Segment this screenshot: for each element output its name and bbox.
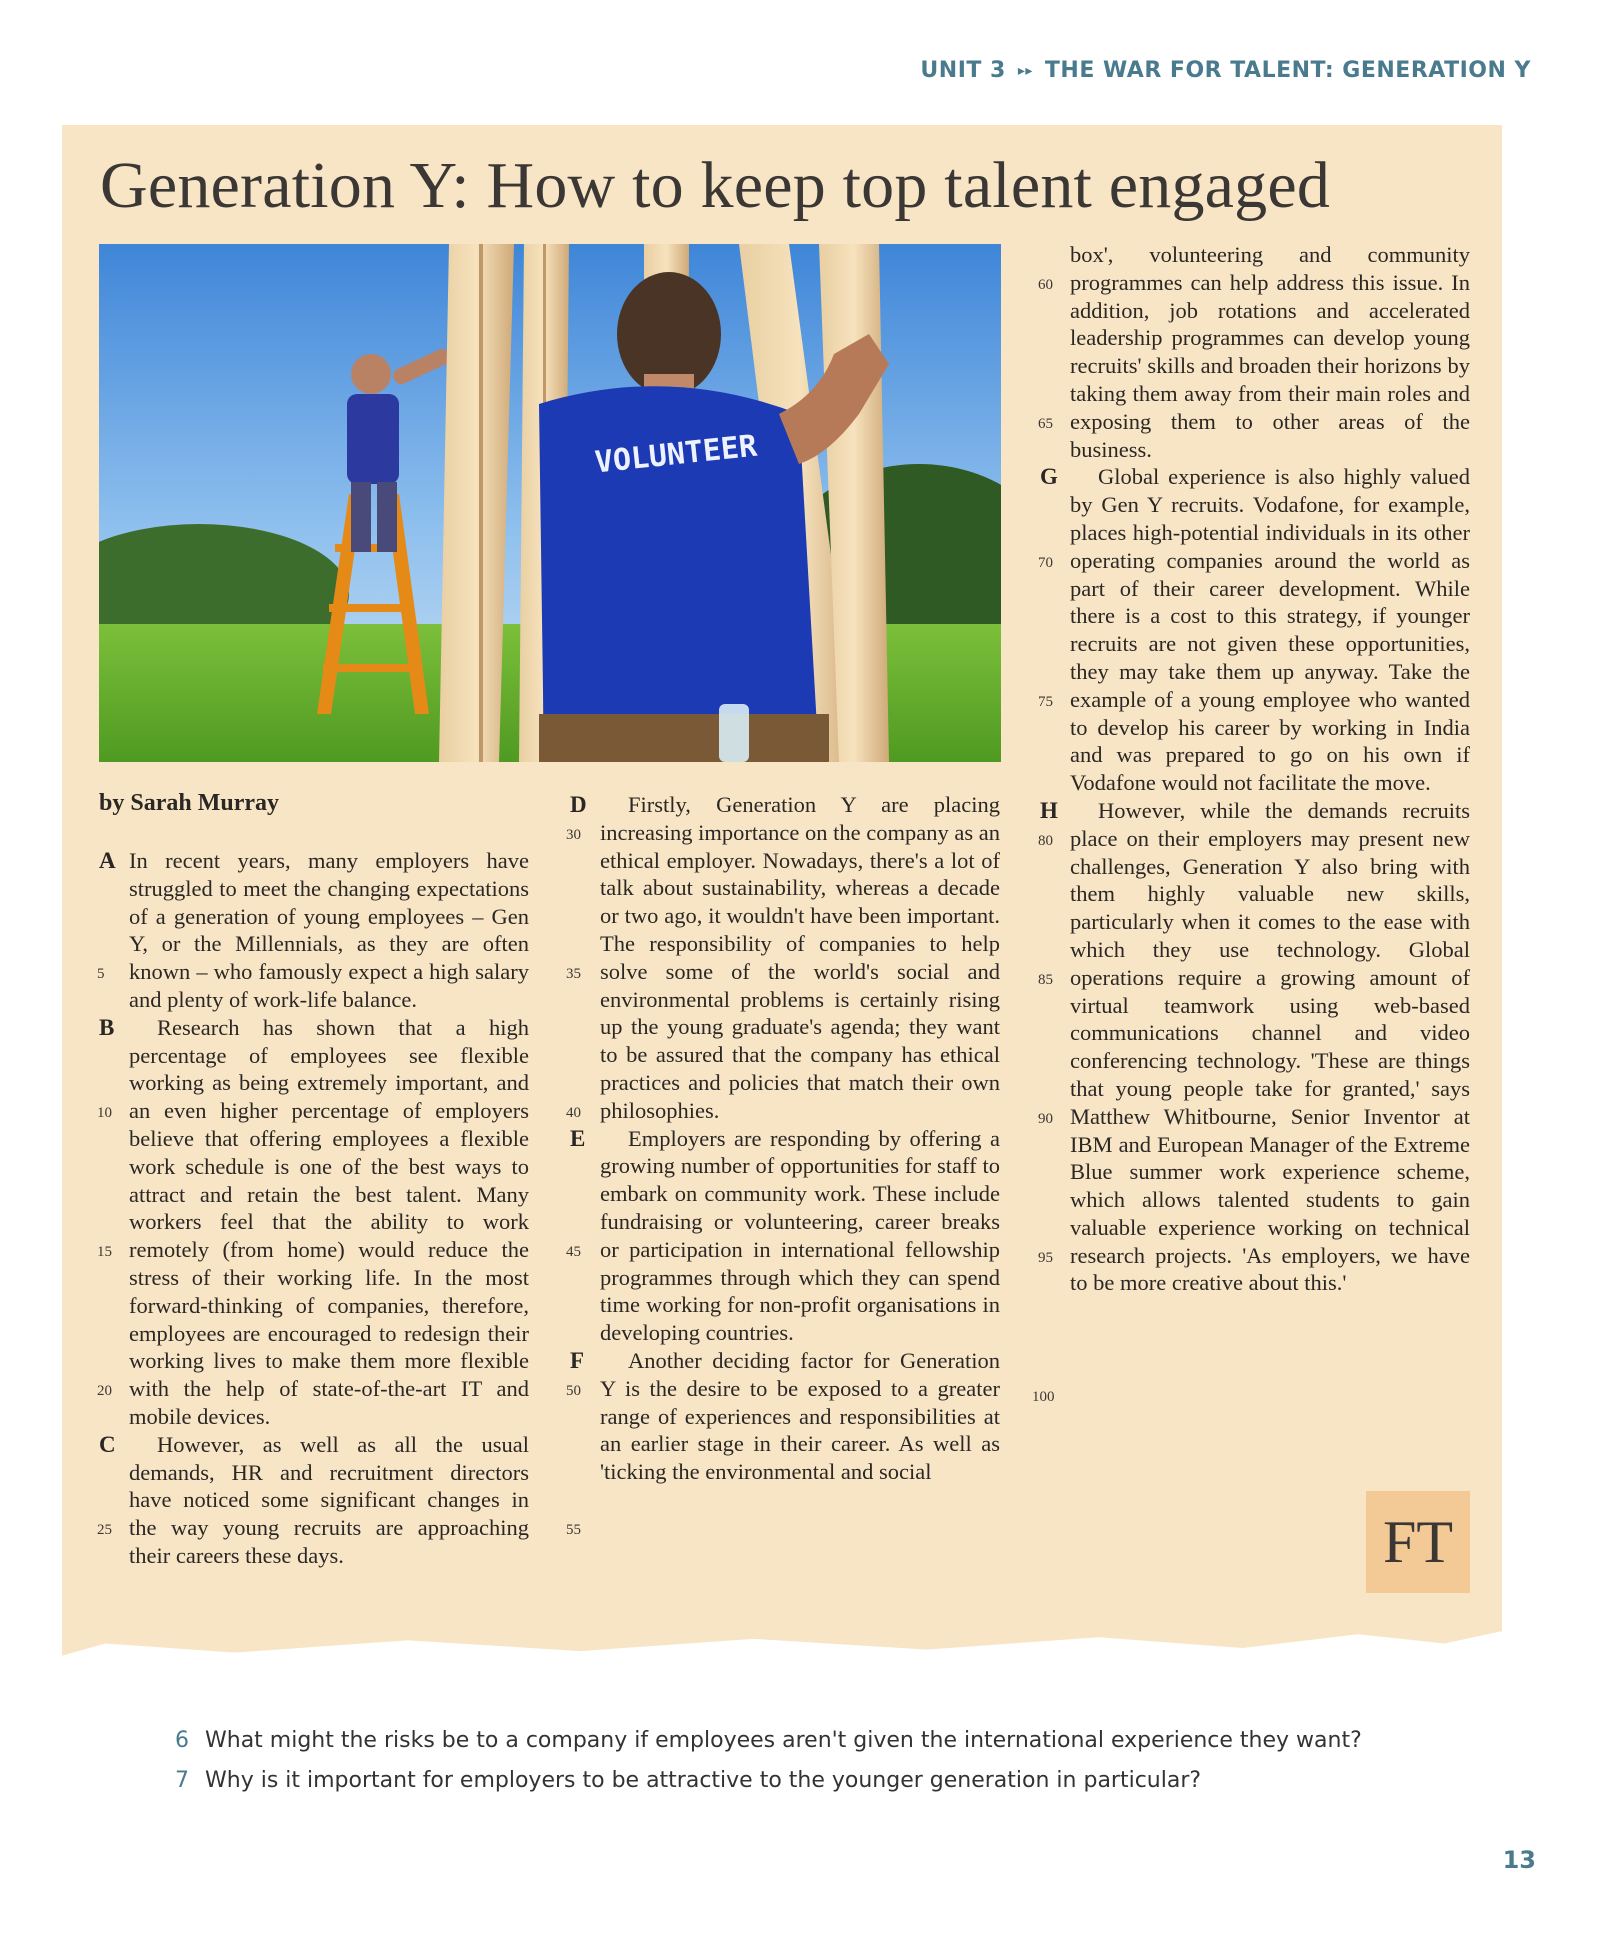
- line-number: 45: [566, 1244, 581, 1260]
- question-text: What might the risks be to a company if employees aren't given the international experience they want?: [205, 1728, 1362, 1753]
- paragraph-text: Research has shown that a high percentage of employees see flexible working as being extremely important, and an even higher percentage of employers believe that offering employees a flexible work schedule is one of the best ways to attract and retain the best talent. Many workers feel that the ability to work remotely (from home) would reduce the stress of their working life. In the most forward-thinking of companies, therefore, employees are encouraged to redesign their working lives to make them more flexible with the help of state-of-the-art IT and mobile devices.: [129, 1014, 529, 1429]
- line-number: 20: [97, 1383, 112, 1399]
- question-text: Why is it important for employers to be attractive to the younger generation in particular?: [205, 1768, 1202, 1793]
- unit-header: [920, 58, 1531, 83]
- paragraph-text: However, while the demands recruits place on their employers may present new challenges, Generation Y also bring with them highly valuable new skills, particularly when it comes to the ease with which they use technology. Global operations require a growing amount of virtual teamwork using web-based communications channel and video conferencing technology. 'These are things that young people take for granted,' says Matthew Whitbourne, Senior Inventor at IBM and European Manager of the Extreme Blue summer work experience scheme, which allows talented students to gain valuable experience working on technical research projects. 'As employers, we have to be more creative about this.': [1070, 797, 1470, 1296]
- paragraph-a: [99, 847, 529, 1014]
- questions-list: [175, 1728, 1362, 1808]
- section-title: THE WAR FOR TALENT: GENERATION Y: [1044, 58, 1531, 83]
- paragraph-letter: G: [1040, 464, 1058, 490]
- line-number: 10: [97, 1105, 112, 1121]
- paragraph-text: box', volunteering and community programmes can help address this issue. In addition, job rotations and accelerated leadership programmes can develop young recruits' skills and broaden their horizons by taking them away from their main roles and exposing them to other areas of the business.: [1070, 242, 1470, 462]
- line-number: 90: [1038, 1111, 1053, 1127]
- line-number: 60: [1038, 277, 1053, 293]
- paragraph-letter: H: [1040, 797, 1058, 823]
- paragraph-text: Global experience is also highly valued by Gen Y recruits. Vodafone, for example, places high-potential individuals in its other operating companies around the world as part of their career development. While there is a cost to this strategy, if younger recruits are not given these opportunities, they may take them up anyway. Take the example of a young employee who wanted to develop his career by working in India and was prepared to go on his own if Vodafone would not facilitate the move.: [1070, 464, 1470, 796]
- line-number: 15: [97, 1244, 112, 1260]
- paragraph-letter: E: [570, 1125, 586, 1151]
- question-number: 6: [175, 1728, 189, 1753]
- paragraph-letter: D: [570, 792, 587, 817]
- page-number: 13: [1502, 1846, 1536, 1874]
- line-number: 70: [1038, 555, 1053, 571]
- paragraph-letter: A: [99, 848, 116, 873]
- question-number: 7: [175, 1768, 189, 1793]
- line-number: 5: [97, 966, 105, 982]
- article-photo: [99, 244, 1001, 762]
- arrows-icon: ▸▸: [1017, 63, 1033, 79]
- line-number: 40: [566, 1105, 581, 1121]
- line-number: 85: [1038, 972, 1053, 988]
- paragraph-text: Employers are responding by offering a growing number of opportunities for staff to embark on community work. These include fundraising or volunteering, career breaks or participation in international fellowship programmes through which they can spend time working for non-profit organisations in developing countries.: [600, 1125, 1000, 1346]
- byline: by Sarah Murray: [99, 790, 279, 816]
- line-number: 55: [566, 1522, 581, 1538]
- paragraph-text: Another deciding factor for Generation Y is the desire to be exposed to a greater range of experiences and responsibilities at an earlier stage in their career. As well as 'ticking the environmental and social: [600, 1347, 1000, 1485]
- paragraph-text: In recent years, many employers have struggled to meet the changing expectations of a generation of young employees – Gen Y, or the Millennials, as they are often known – who famously expect a high salary and plenty of work-life balance.: [129, 848, 529, 1012]
- line-number: 95: [1038, 1250, 1053, 1266]
- line-number: 25: [97, 1522, 112, 1538]
- article-title: Generation Y: How to keep top talent engaged: [100, 149, 1331, 222]
- paragraph-text: However, as well as all the usual demands, HR and recruitment directors have noticed some significant changes in the way young recruits are approaching their careers these days.: [129, 1431, 529, 1568]
- question-item: [175, 1768, 1362, 1808]
- line-number: 35: [566, 966, 581, 982]
- unit-label: UNIT 3: [920, 58, 1006, 83]
- shirt-text: VOLUNTEER: [593, 428, 759, 481]
- paragraph-f-continued: [1070, 241, 1470, 463]
- paragraph-text: Firstly, Generation Y are placing increasing importance on the company as an ethical employer. Nowadays, there's a lot of talk about sustainability, whereas a decade or two ago, it wouldn't have been important. The responsibility of companies to help solve some of the world's social and environmental problems is certainly rising up the young graduate's agenda; they want to be assured that the company has ethical practices and policies that match their own philosophies.: [600, 792, 1000, 1123]
- question-item: [175, 1728, 1362, 1768]
- paragraph-letter: C: [99, 1431, 116, 1457]
- line-number: 30: [566, 827, 581, 843]
- paragraph-letter: F: [570, 1347, 585, 1373]
- line-number: 75: [1038, 694, 1053, 710]
- line-number: 50: [566, 1383, 581, 1399]
- ft-logo: FT: [1366, 1491, 1470, 1593]
- line-number: 100: [1032, 1389, 1055, 1405]
- line-number: 65: [1038, 416, 1053, 432]
- paragraph-letter: B: [99, 1014, 115, 1040]
- line-number: 80: [1038, 833, 1053, 849]
